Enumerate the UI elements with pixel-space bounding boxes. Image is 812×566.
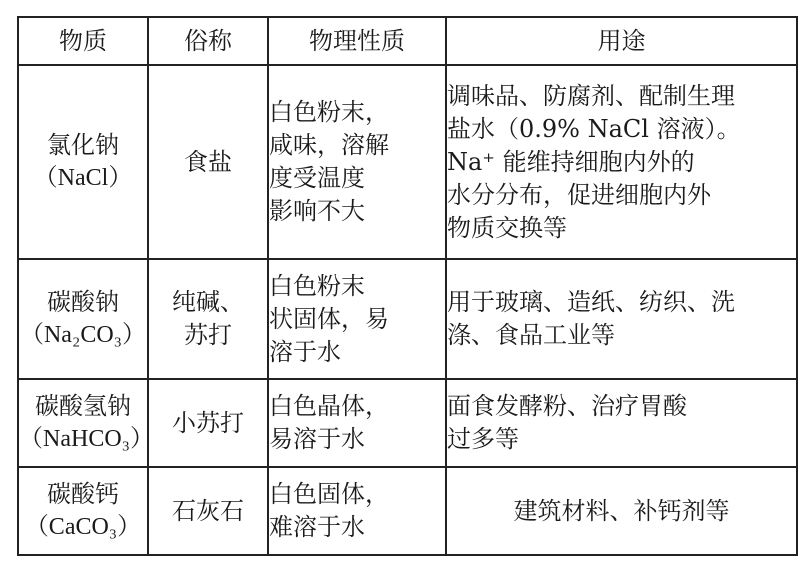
substance-cell [18,379,155,467]
common-name-cell [148,467,268,555]
substance-cell [18,259,148,379]
common-name: 小苏打 [172,408,244,437]
common-name: 苏打 [184,321,232,349]
table-row [18,379,797,467]
uses-line: 建筑材料、补钙剂等 [513,496,730,525]
common-name-cell [148,379,268,467]
uses-cell [446,379,797,467]
uses-line: 调味品、防腐剂、配制生理 [447,81,735,110]
substance-table [17,16,798,556]
common-name-cell [148,65,268,259]
table-header-row [18,17,797,65]
uses-line: Na⁺ 能维持细胞内外的 [447,147,695,176]
substance-formula: （Na₂CO₃） [19,322,147,348]
properties-line: 难溶于水 [269,513,365,541]
uses-cell [446,65,797,259]
properties-line: 状固体，易 [269,304,389,333]
uses-line: 涤、食品工业等 [447,321,615,349]
header-common-name: 俗称 [148,17,268,65]
properties-cell [268,467,446,555]
common-name: 食盐 [184,147,232,176]
substance-name: 碳酸钙 [47,480,119,508]
uses-cell [446,259,797,379]
substance-name: 碳酸钠 [47,288,119,316]
properties-line: 易溶于水 [269,425,365,453]
table-row [18,65,797,259]
properties-line: 白色粉末 [269,271,365,300]
uses-line: 物质交换等 [447,213,567,242]
properties-line: 影响不大 [269,197,365,225]
substance-formula: （NaCl） [33,165,133,191]
uses-line: 盐水（0.9% NaCl 溶液）。 [447,114,741,143]
substance-name: 碳酸氢钠 [35,392,131,420]
uses-line: 用于玻璃、造纸、纺织、洗 [447,288,735,316]
properties-line: 白色晶体， [269,392,389,420]
common-name: 石灰石 [172,496,244,525]
common-name: 纯碱、 [172,288,244,316]
properties-line: 白色粉末， [269,98,389,126]
table-row [18,259,797,379]
uses-line: 面食发酵粉、治疗胃酸 [447,392,687,420]
substance-formula: （NaHCO₃） [19,426,155,452]
uses-cell [446,467,797,555]
properties-cell [268,379,446,467]
header-uses: 用途 [446,17,797,65]
properties-line: 溶于水 [269,337,341,366]
header-physical-properties: 物理性质 [268,17,446,65]
uses-line: 水分分布，促进细胞内外 [447,180,711,209]
substance-cell [18,467,148,555]
properties-cell [268,259,446,379]
properties-cell [268,65,446,259]
properties-line: 白色固体， [269,480,389,508]
properties-line: 度受温度 [269,164,365,192]
common-name-cell [148,259,268,379]
properties-line: 咸味，溶解 [269,131,389,159]
table-row [18,467,797,555]
uses-line: 过多等 [447,425,519,453]
header-substance: 物质 [18,17,148,65]
substance-name: 氯化钠 [47,131,119,159]
substance-formula: （CaCO₃） [24,514,142,540]
substance-cell [18,65,148,259]
